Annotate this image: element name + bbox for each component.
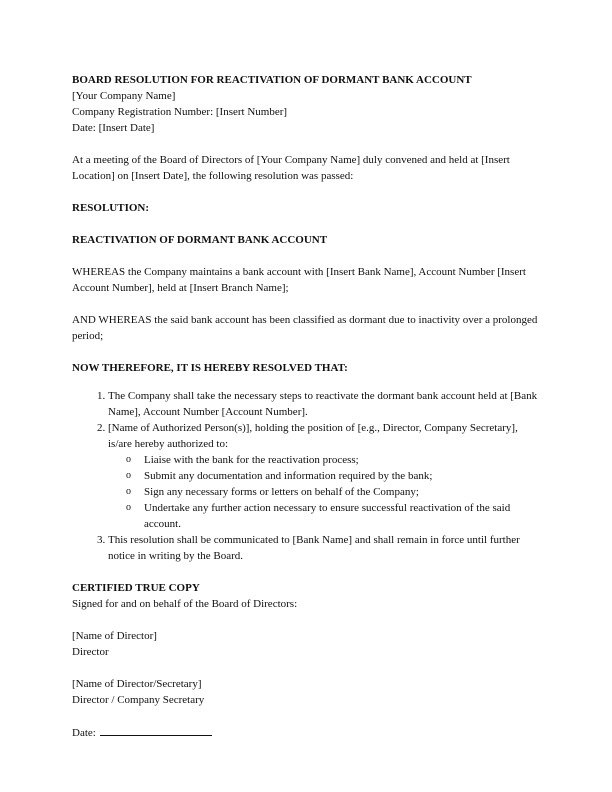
circle-bullet-icon: o [126, 486, 131, 497]
section-heading: REACTIVATION OF DORMANT BANK ACCOUNT [72, 234, 328, 246]
recital-whereas: WHEREAS the Company maintains a bank account with [Insert Bank Name], Account Number [Insert Account Number], held at [Insert Branch Name]; [72, 266, 526, 294]
company-name: [Your Company Name] [72, 90, 176, 102]
resolution-item-1-text: The Company shall take the necessary steps to reactivate the dormant bank account held at [Bank Name], Account Number [Account Number]. [108, 390, 538, 418]
date-signature-line[interactable] [100, 724, 212, 736]
signatory-2-name: [Name of Director/Secretary] [72, 678, 202, 690]
resolution-heading: RESOLUTION: [72, 202, 150, 214]
certified-heading: CERTIFIED TRUE COPY [72, 582, 200, 594]
sub-item-liaise: o Liaise with the bank for the reactivation process; [126, 454, 359, 466]
signatory-2-role: Director / Company Secretary [72, 694, 205, 706]
document-page [72, 72, 540, 741]
document-title: BOARD RESOLUTION FOR REACTIVATION OF DORMANT BANK ACCOUNT [72, 74, 472, 86]
resolution-item-3 [108, 532, 540, 564]
sub-item-undertake: o Undertake any further action necessary to ensure successful reactivation of the said account. [126, 502, 511, 530]
circle-bullet-icon: o [126, 470, 131, 481]
circle-bullet-icon: o [126, 502, 131, 513]
resolution-item-3-text: This resolution shall be communicated to [Bank Name] and shall remain in force until further notice in writing by the Board. [108, 534, 520, 562]
registration-number: Company Registration Number: [Insert Number] [72, 106, 288, 118]
resolved-heading: NOW THEREFORE, IT IS HEREBY RESOLVED THAT: [72, 362, 348, 374]
date-label: Date: [72, 727, 96, 739]
resolution-item-1 [108, 388, 540, 420]
signatory-1-role: Director [72, 646, 109, 658]
signatory-1-name: [Name of Director] [72, 630, 157, 642]
certified-subtext: Signed for and on behalf of the Board of Directors: [72, 598, 298, 610]
recital-and-whereas: AND WHEREAS the said bank account has been classified as dormant due to inactivity over a prolonged period; [72, 314, 538, 342]
sub-item-sign: o Sign any necessary forms or letters on behalf of the Company; [126, 486, 419, 498]
resolution-list [72, 388, 540, 564]
circle-bullet-icon: o [126, 454, 131, 465]
document-date: Date: [Insert Date] [72, 122, 155, 134]
intro-paragraph: At a meeting of the Board of Directors of [Your Company Name] duly convened and held at [Insert Location] on [Insert Date], the following resolution was passed: [72, 154, 510, 182]
authorization-sublist [108, 452, 540, 532]
resolution-item-2 [108, 420, 540, 532]
date-field [72, 724, 540, 741]
resolution-item-2-text: [Name of Authorized Person(s)], holding the position of [e.g., Director, Company Secretary], is/are hereby authorized to: [108, 422, 518, 450]
sub-item-submit: o Submit any documentation and information required by the bank; [126, 470, 433, 482]
